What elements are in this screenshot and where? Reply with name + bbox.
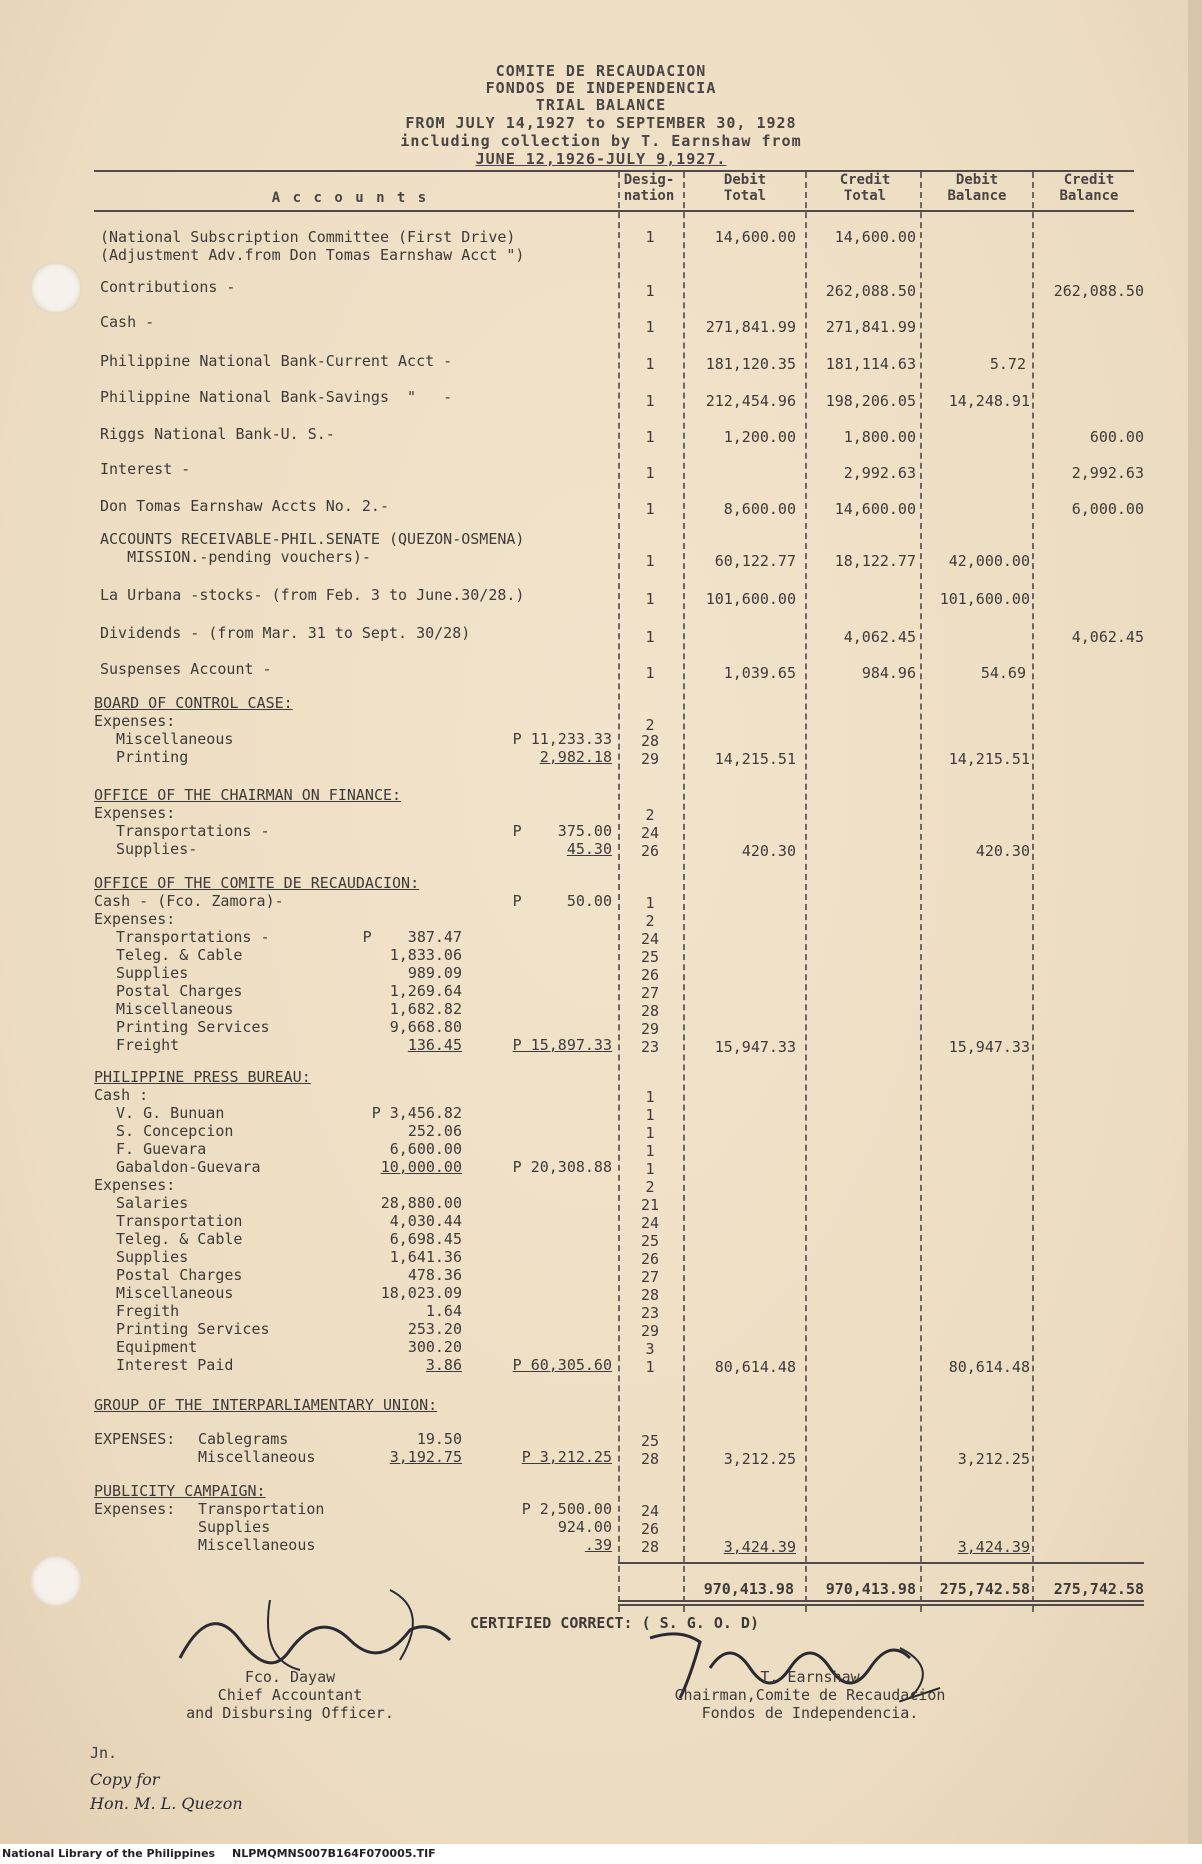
credit-total: 198,206.05 xyxy=(825,392,916,410)
item-amount: 28,880.00 xyxy=(380,1194,462,1212)
designation: 1 xyxy=(645,894,655,912)
subtotal: P 3,212.25 xyxy=(521,1448,612,1466)
debit-total: 101,600.00 xyxy=(705,590,796,608)
header-line: FONDOS DE INDEPENDENCIA xyxy=(485,79,717,97)
signatory-title: and Disbursing Officer. xyxy=(186,1704,394,1722)
item-label: Transportation xyxy=(198,1500,325,1518)
item-label: Interest Paid xyxy=(116,1356,234,1374)
debit-balance: 3,424.39 xyxy=(957,1538,1030,1556)
item-label: Freight xyxy=(116,1036,180,1054)
debit-balance: 3,212.25 xyxy=(957,1450,1030,1468)
account-label: Suspenses Account - xyxy=(100,660,272,678)
item-amount: 1,833.06 xyxy=(389,946,462,964)
account-label: Cash - xyxy=(100,313,155,331)
item-label: Supplies xyxy=(198,1518,271,1536)
item-label: Cablegrams xyxy=(198,1430,289,1448)
signatory-left xyxy=(140,1668,440,1722)
designation: 28 xyxy=(640,1002,660,1020)
designation: 1 xyxy=(645,1358,655,1376)
column-separator xyxy=(805,172,807,1612)
designation: 28 xyxy=(640,1286,660,1304)
col-accounts: A c c o u n t s xyxy=(271,190,429,206)
item-label: Miscellaneous xyxy=(116,1284,234,1302)
item-amount: 1,269.64 xyxy=(389,982,462,1000)
item-amount: P 375.00 xyxy=(512,822,612,840)
section-title: PHILIPPINE PRESS BUREAU: xyxy=(94,1068,311,1086)
debit-balance: 14,248.91 xyxy=(948,392,1030,410)
debit-total: 181,120.35 xyxy=(705,355,796,373)
designation: 1 xyxy=(645,318,655,336)
designation: 25 xyxy=(640,1432,660,1450)
signatory-name: Fco. Dayaw xyxy=(244,1668,336,1686)
credit-total: 1,800.00 xyxy=(843,428,916,446)
designation: 24 xyxy=(640,1502,660,1520)
debit-total: 212,454.96 xyxy=(705,392,796,410)
account-label: Riggs National Bank-U. S.- xyxy=(100,425,335,443)
item-label: Miscellaneous xyxy=(198,1448,316,1466)
designation: 29 xyxy=(640,1322,660,1340)
designation: 1 xyxy=(645,1106,655,1124)
item-label: Supplies xyxy=(116,964,189,982)
signatory-right xyxy=(630,1668,990,1722)
designation: 29 xyxy=(640,1020,660,1038)
section-title: OFFICE OF THE COMITE DE RECAUDACION: xyxy=(94,874,420,892)
credit-total: 14,600.00 xyxy=(834,500,916,518)
section-title: PUBLICITY CAMPAIGN: xyxy=(94,1482,266,1500)
designation: 1 xyxy=(645,552,655,570)
item-label: S. Concepcion xyxy=(116,1122,234,1140)
item-amount: P 11,233.33 xyxy=(512,730,612,748)
header-line: including collection by T. Earnshaw from xyxy=(400,132,802,150)
account-label: Interest - xyxy=(100,460,191,478)
item-amount: 252.06 xyxy=(407,1122,462,1140)
debit-total: 14,215.51 xyxy=(714,750,796,768)
item-amount: 136.45 xyxy=(407,1036,462,1054)
item-amount: 4,030.44 xyxy=(389,1212,462,1230)
section-title: BOARD OF CONTROL CASE: xyxy=(94,694,293,712)
designation: 29 xyxy=(640,750,660,768)
signatory-title: Fondos de Independencia. xyxy=(701,1704,919,1722)
certified-correct: CERTIFIED CORRECT: ( S. G. O. D) xyxy=(470,1614,759,1632)
debit-total: 420.30 xyxy=(741,842,796,860)
item-label: Transportations - xyxy=(116,928,270,946)
item-amount: P 3,456.82 xyxy=(371,1104,462,1122)
designation: 28 xyxy=(640,1450,660,1468)
item-amount: 989.09 xyxy=(407,964,462,982)
designation: 26 xyxy=(640,1250,660,1268)
designation: 26 xyxy=(640,842,660,860)
debit-balance: 420.30 xyxy=(975,842,1030,860)
cash-label: Cash - (Fco. Zamora)- xyxy=(94,892,284,910)
expenses-label: Expenses: xyxy=(94,712,176,730)
credit-total: 2,992.63 xyxy=(843,464,916,482)
rule xyxy=(618,1562,1144,1564)
credit-total: 18,122.77 xyxy=(834,552,916,570)
designation: 21 xyxy=(640,1196,660,1214)
total-debit: 970,413.98 xyxy=(703,1580,794,1598)
designation: 1 xyxy=(645,282,655,300)
debit-balance: 42,000.00 xyxy=(948,552,1030,570)
item-label: Supplies- xyxy=(116,840,198,858)
credit-total: 14,600.00 xyxy=(834,228,916,246)
designation: 28 xyxy=(640,732,660,750)
designation: 1 xyxy=(645,1160,655,1178)
designation: 25 xyxy=(640,948,660,966)
designation: 27 xyxy=(640,1268,660,1286)
account-label: ACCOUNTS RECEIVABLE-PHIL.SENATE (QUEZON-OSMENA) MISSION.-pending vouchers)- xyxy=(100,530,525,566)
item-amount: 18,023.09 xyxy=(380,1284,462,1302)
designation: 1 xyxy=(645,228,655,246)
designation: 24 xyxy=(640,930,660,948)
item-label: Transportations - xyxy=(116,822,270,840)
expenses-label: Expenses: xyxy=(94,1176,176,1194)
account-label: Dividends - (from Mar. 31 to Sept. 30/28) xyxy=(100,624,471,642)
item-label: Printing xyxy=(116,748,189,766)
debit-total: 8,600.00 xyxy=(723,500,796,518)
debit-balance: 101,600.00 xyxy=(939,590,1030,608)
designation: 1 xyxy=(645,500,655,518)
debit-balance: 5.72 xyxy=(989,355,1026,373)
signatory-title: Chairman,Comite de Recaudacion xyxy=(674,1686,946,1704)
rule xyxy=(618,1604,1144,1606)
col-debit-total: Debit Total xyxy=(723,172,767,204)
header-line: JUNE 12,1926-JULY 9,1927. xyxy=(475,150,727,168)
debit-total: 80,614.48 xyxy=(714,1358,796,1376)
item-label: Postal Charges xyxy=(116,1266,243,1284)
item-label: Transportation xyxy=(116,1212,243,1230)
credit-total: 984.96 xyxy=(861,664,916,682)
item-label: V. G. Bunuan xyxy=(116,1104,225,1122)
item-amount: 924.00 xyxy=(557,1518,612,1536)
column-separator xyxy=(618,172,620,1612)
account-label: Philippine National Bank-Savings " - xyxy=(100,388,453,406)
designation: 1 xyxy=(645,1088,655,1106)
designation: 26 xyxy=(640,1520,660,1538)
signatory-name: T. Earnshaw xyxy=(760,1668,860,1686)
item-label: Postal Charges xyxy=(116,982,243,1000)
item-amount: 300.20 xyxy=(407,1338,462,1356)
debit-total: 1,200.00 xyxy=(723,428,796,446)
item-amount: .39 xyxy=(584,1536,612,1554)
debit-balance: 54.69 xyxy=(980,664,1026,682)
designation: 25 xyxy=(640,1232,660,1250)
item-amount: 1,641.36 xyxy=(389,1248,462,1266)
item-amount: 19.50 xyxy=(416,1430,462,1448)
item-amount: P 50.00 xyxy=(512,892,612,910)
handwritten-note: Copy for Hon. M. L. Quezon xyxy=(90,1770,243,1813)
designation: 2 xyxy=(645,912,655,930)
designation: 1 xyxy=(645,664,655,682)
designation: 26 xyxy=(640,966,660,984)
debit-total: 3,212.25 xyxy=(723,1450,796,1468)
col-credit-total: Credit Total xyxy=(839,172,891,204)
designation: 2 xyxy=(645,716,655,734)
section-title: GROUP OF THE INTERPARLIAMENTARY UNION: xyxy=(94,1396,438,1414)
designation: 24 xyxy=(640,824,660,842)
archive-footer xyxy=(0,1844,1202,1864)
expenses-label: Expenses: xyxy=(94,804,176,822)
item-label: Miscellaneous xyxy=(116,1000,234,1018)
debit-balance: 14,215.51 xyxy=(948,750,1030,768)
credit-total: 262,088.50 xyxy=(825,282,916,300)
debit-total: 60,122.77 xyxy=(714,552,796,570)
debit-total: 14,600.00 xyxy=(714,228,796,246)
item-amount: 45.30 xyxy=(566,840,612,858)
item-amount: 3,192.75 xyxy=(389,1448,462,1466)
item-label: Salaries xyxy=(116,1194,189,1212)
designation: 1 xyxy=(645,590,655,608)
column-separator xyxy=(920,172,922,1612)
header-line: TRIAL BALANCE xyxy=(535,96,667,114)
debit-total: 271,841.99 xyxy=(705,318,796,336)
header-line: COMITE DE RECAUDACION xyxy=(495,62,707,80)
col-credit-balance: Credit Balance xyxy=(1059,172,1119,204)
expenses-label: EXPENSES: xyxy=(94,1430,176,1448)
item-label: Supplies xyxy=(116,1248,189,1266)
debit-total: 1,039.65 xyxy=(723,664,796,682)
subtotal: P 15,897.33 xyxy=(512,1036,612,1054)
credit-balance: 262,088.50 xyxy=(1053,282,1144,300)
subtotal: P 60,305.60 xyxy=(512,1356,612,1374)
punch-hole xyxy=(30,262,82,314)
debit-balance: 80,614.48 xyxy=(948,1358,1030,1376)
expenses-label: Expenses: xyxy=(94,910,176,928)
item-amount: 1,682.82 xyxy=(389,1000,462,1018)
item-amount: 253.20 xyxy=(407,1320,462,1338)
credit-balance: 600.00 xyxy=(1089,428,1144,446)
signatory-title: Chief Accountant xyxy=(217,1686,363,1704)
account-label: La Urbana -stocks- (from Feb. 3 to June.30/28.) xyxy=(100,586,525,604)
rule xyxy=(94,210,1134,212)
credit-balance: 2,992.63 xyxy=(1071,464,1144,482)
cash-label: Cash : xyxy=(94,1086,149,1104)
total-debit-balance: 275,742.58 xyxy=(939,1580,1030,1598)
initials: Jn. xyxy=(90,1744,118,1762)
section-title: OFFICE OF THE CHAIRMAN ON FINANCE: xyxy=(94,786,402,804)
account-label: Philippine National Bank-Current Acct - xyxy=(100,352,453,370)
item-label: Printing Services xyxy=(116,1018,270,1036)
item-label: F. Guevara xyxy=(116,1140,207,1158)
item-amount: 1.64 xyxy=(425,1302,462,1320)
item-label: Teleg. & Cable xyxy=(116,946,243,964)
item-amount: 9,668.80 xyxy=(389,1018,462,1036)
designation: 24 xyxy=(640,1214,660,1232)
archive-file-id: NLPMQMNS007B164F070005.TIF xyxy=(232,1847,436,1860)
item-amount: 6,698.45 xyxy=(389,1230,462,1248)
credit-total: 271,841.99 xyxy=(825,318,916,336)
expenses-label: Expenses: xyxy=(94,1500,176,1518)
item-label: Fregith xyxy=(116,1302,180,1320)
col-designation: Desig- nation xyxy=(623,172,675,204)
credit-total: 181,114.63 xyxy=(825,355,916,373)
item-amount: 2,982.18 xyxy=(539,748,612,766)
column-separator xyxy=(1032,172,1034,1612)
designation: 1 xyxy=(645,355,655,373)
column-separator xyxy=(683,172,685,1612)
punch-hole xyxy=(30,1555,82,1607)
item-label: Miscellaneous xyxy=(116,730,234,748)
account-label: (National Subscription Committee (First Drive) (Adjustment Adv.from Don Tomas Earnshaw Acct ") xyxy=(100,228,525,264)
debit-balance: 15,947.33 xyxy=(948,1038,1030,1056)
item-amount: 478.36 xyxy=(407,1266,462,1284)
designation: 1 xyxy=(645,1124,655,1142)
designation: 3 xyxy=(645,1340,655,1358)
item-amount: P 387.47 xyxy=(362,928,462,946)
page-edge xyxy=(1188,0,1202,1864)
designation: 23 xyxy=(640,1038,660,1056)
debit-total: 3,424.39 xyxy=(723,1538,796,1556)
designation: 1 xyxy=(645,628,655,646)
item-label: Equipment xyxy=(116,1338,198,1356)
designation: 1 xyxy=(645,464,655,482)
designation: 2 xyxy=(645,806,655,824)
archive-name: National Library of the Philippines xyxy=(2,1847,216,1860)
total-credit: 970,413.98 xyxy=(825,1580,916,1598)
credit-balance: 4,062.45 xyxy=(1071,628,1144,646)
col-debit-balance: Debit Balance xyxy=(947,172,1007,204)
item-label: Miscellaneous xyxy=(198,1536,316,1554)
account-label: Don Tomas Earnshaw Accts No. 2.- xyxy=(100,497,389,515)
designation: 27 xyxy=(640,984,660,1002)
rule xyxy=(618,1600,1144,1602)
item-label: Gabaldon-Guevara xyxy=(116,1158,261,1176)
item-amount: 10,000.00 xyxy=(380,1158,462,1176)
item-amount: P 2,500.00 xyxy=(521,1500,612,1518)
credit-total: 4,062.45 xyxy=(843,628,916,646)
designation: 2 xyxy=(645,1178,655,1196)
designation: 1 xyxy=(645,1142,655,1160)
designation: 23 xyxy=(640,1304,660,1322)
designation: 28 xyxy=(640,1538,660,1556)
item-label: Printing Services xyxy=(116,1320,270,1338)
subtotal: P 20,308.88 xyxy=(512,1158,612,1176)
total-credit-balance: 275,742.58 xyxy=(1053,1580,1144,1598)
credit-balance: 6,000.00 xyxy=(1071,500,1144,518)
item-amount: 3.86 xyxy=(425,1356,462,1374)
item-amount: 6,600.00 xyxy=(389,1140,462,1158)
account-label: Contributions - xyxy=(100,278,236,296)
designation: 1 xyxy=(645,428,655,446)
header-line: FROM JULY 14,1927 to SEPTEMBER 30, 1928 xyxy=(405,114,797,132)
item-label: Teleg. & Cable xyxy=(116,1230,243,1248)
designation: 1 xyxy=(645,392,655,410)
debit-total: 15,947.33 xyxy=(714,1038,796,1056)
